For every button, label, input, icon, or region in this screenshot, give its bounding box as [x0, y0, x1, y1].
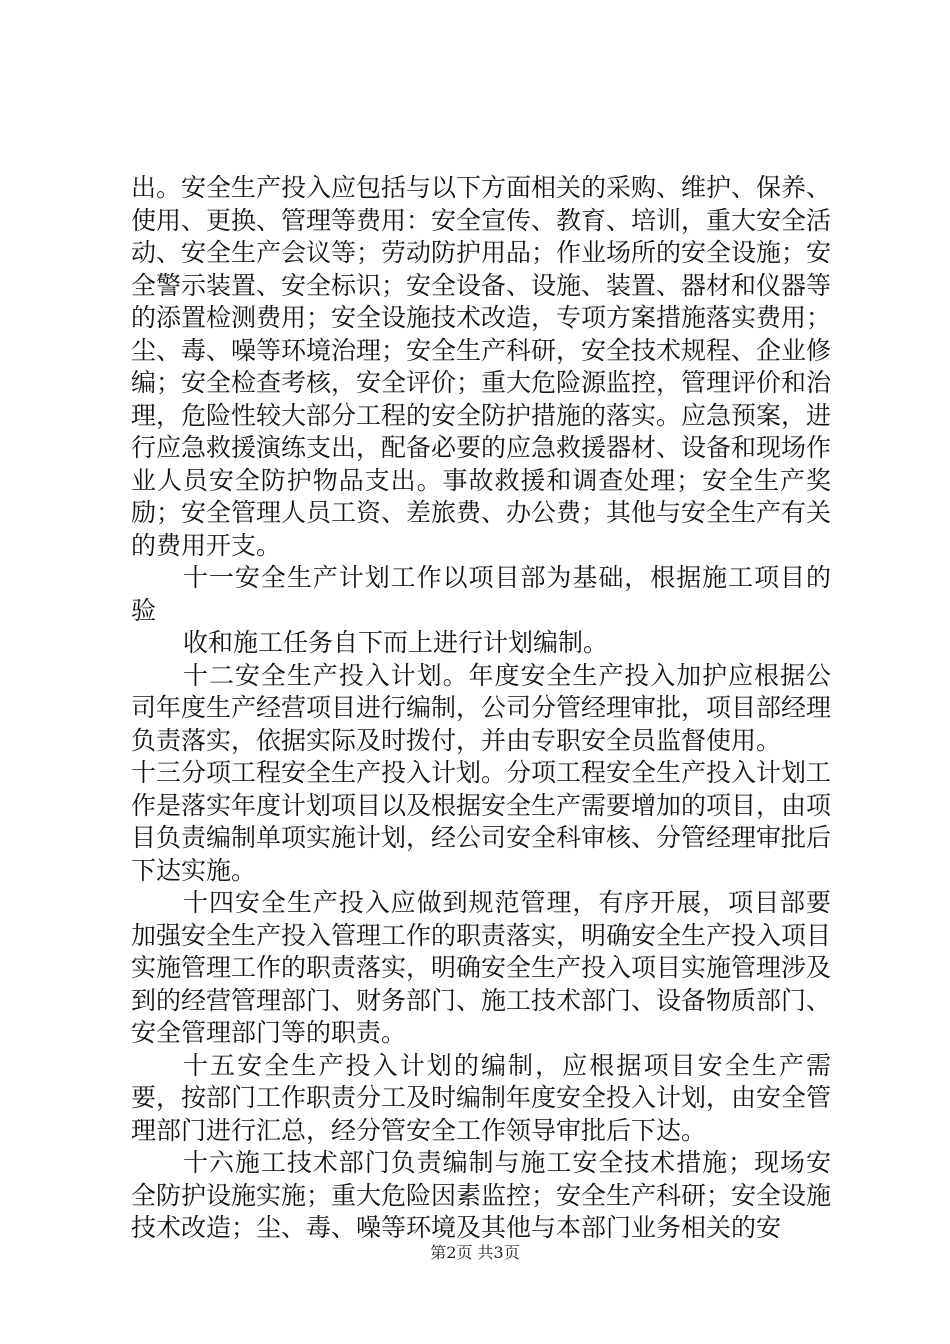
paragraph-15: 十五安全生产投入计划的编制，应根据项目安全生产需要，按部门工作职责分工及时编制年度安全投入计划，由安全管理部门进行汇总，经分管安全工作领导审批后下达。: [131, 1050, 832, 1145]
document-body: [131, 172, 831, 1245]
paragraph-14: 十四安全生产投入应做到规范管理，有序开展，项目部要加强安全生产投入管理工作的职责落实，明确安全生产投入项目实施管理工作的职责落实，明确安全生产投入项目实施管理涉及到的经营管理部门、财务部门、施工技术部门、设备物质部门、安全管理部门等的职责。: [131, 888, 832, 1047]
paragraph-13: 十三分项工程安全生产投入计划。分项工程安全生产投入计划工作是落实年度计划项目以及根据安全生产需要增加的项目，由项目负责编制单项实施计划，经公司安全科审核、分管经理审批后下达实施。: [131, 758, 832, 885]
paragraph-11-continued: 收和施工任务自下而上进行计划编制。: [183, 628, 609, 657]
paragraph-expense-items: 出。安全生产投入应包括与以下方面相关的采购、维护、保养、使用、更换、管理等费用：安全宣传、教育、培训，重大安全活动、安全生产会议等；劳动防护用品；作业场所的安全设施；安全警示装置、安全标识；安全设备、设施、装置、器材和仪器等的添置检测费用；安全设施技术改造，专项方案措施落实费用；尘、毒、噪等环境治理；安全生产科研，安全技术规程、企业修编；安全检查考核，安全评价；重大危险源监控，管理评价和治理，危险性较大部分工程的安全防护措施的落实。应急预案，进行应急救援演练支出，配备必要的应急救援器材、设备和现场作业人员安全防护物品支出。事故救援和调查处理；安全生产奖励；安全管理人员工资、差旅费、办公费；其他与安全生产有关的费用开支。: [131, 173, 832, 560]
page-number-footer: 第2页 共3页: [430, 1243, 520, 1262]
paragraph-16: 十六施工技术部门负责编制与施工安全技术措施；现场安全防护设施实施；重大危险因素监控；安全生产科研；安全设施技术改造；尘、毒、噪等环境及其他与本部门业务相关的安: [131, 1148, 832, 1242]
paragraph-12: 十二安全生产投入计划。年度安全生产投入加护应根据公司年度生产经营项目进行编制，公司分管经理审批，项目部经理负责落实，依据实际及时拨付，并由专职安全员监督使用。: [131, 660, 832, 755]
paragraph-11: 十一安全生产计划工作以项目部为基础，根据施工项目的验: [131, 563, 831, 625]
